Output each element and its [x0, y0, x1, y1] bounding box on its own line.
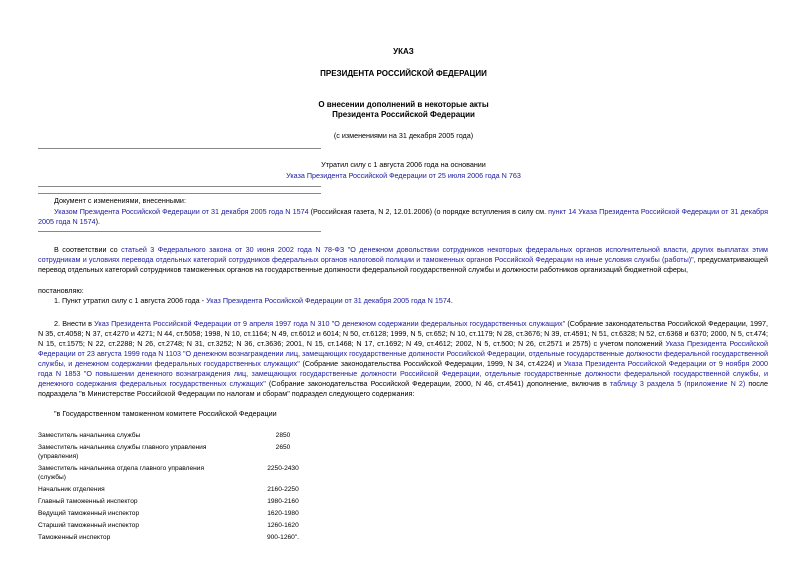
salary-value: 1980-2160	[267, 498, 299, 505]
table-3-link[interactable]: таблицу 3 раздела 5 (приложение N 2)	[609, 379, 746, 388]
changes-intro: Документ с изменениями, внесенными:	[54, 196, 186, 205]
table-row	[38, 485, 338, 497]
changes-point-link[interactable]: пункт 14 Указа Президента Российской Федерации от 31 декабря 2005 года N 1574	[38, 207, 768, 226]
preamble-text-end: , предусматривающей перевод отдельных категорий сотрудников таможенных органов на государственные должности федеральной государственной службы и должности работников организаций бюджетной сферы,	[38, 255, 768, 274]
salary-value: 900-1260".	[266, 534, 300, 541]
table-row	[38, 464, 338, 485]
position-name: Ведущий таможенный инспектор	[38, 510, 140, 517]
salary-value: 2250-2430	[267, 465, 299, 472]
position-name: Старший таможенный инспектор	[38, 522, 139, 529]
point-1-text: 1. Пункт утратил силу с 1 августа 2006 года -	[54, 296, 207, 305]
salary-value: 2850	[275, 432, 291, 439]
doc-issuer: ПРЕЗИДЕНТА РОССИЙСКОЙ ФЕДЕРАЦИИ	[320, 69, 487, 78]
preamble-text-start: В соответствии со	[54, 245, 122, 254]
position-name: Заместитель начальника службы главного управления (управления)	[38, 444, 207, 460]
decree-310-link[interactable]: Указ Президента Российской Федерации от 9 апреля 1997 года N 310 "О денежном содержании федеральных государственных служащих"	[94, 319, 566, 328]
position-name: Главный таможенный инспектор	[38, 498, 138, 505]
salary-table	[38, 431, 338, 545]
point-2-text-3: (Собрание законодательства Российской Федерации, 1999, N 34, ст.4224) и	[299, 359, 564, 368]
expired-note: Утратил силу с 1 августа 2006 года на основании	[321, 160, 486, 169]
table-row	[38, 521, 338, 533]
changes-text: (Российская газета, N 2, 12.01.2006) (о порядке вступления в силу см.	[308, 207, 549, 216]
divider	[38, 231, 321, 232]
doc-title: УКАЗ	[393, 47, 414, 56]
decree-word: постановляю:	[38, 286, 84, 295]
changes-text-end: ).	[95, 217, 101, 226]
position-name: Начальник отделения	[38, 486, 105, 493]
table-row	[38, 431, 338, 443]
point-2-text-4: (Собрание законодательства Российской Федерации, 2000, N 46, ст.4541) дополнение, включив в	[265, 379, 610, 388]
point-2-text-2: (Собрание законодательства Российской Федерации, 1997, N 35, ст.4058; N 37, ст.4270 и 4271; N 44, ст.5058; 1998, N 10, ст.1164; N 49, ст.6012 и 6014; N 50, ст.6128; 1999, N 5, ст.652; N 10, ст.1179; N 28, ст.3676; N 39, ст.4591; N 51, ст.6328; N 52, ст.6368 и 6370; 2000, N 5, ст.474; N 15, ст.1575; N 22, ст.2288; N 26, ст.2748; N 31, ст.3252; N 36, ст.3636; 2001, N 15, ст.1468; N 17, ст.1692; N 49, ст.4612; 2002, N 5, ст.500; N 26, ст.2571 и 2575) с учетом положений	[38, 319, 768, 348]
decree-1103-link[interactable]: Указа Президента Российской Федерации от 23 августа 1999 года N 1103 "О денежном вознаграждении лиц, замещающих государственные должности Российской Федерации, отдельные государственные должности федеральной государственной службы, и денежном содержании федеральных государственных служащих"	[38, 339, 768, 368]
divider	[38, 148, 321, 149]
position-name: Заместитель начальника отдела главного управления (службы)	[38, 465, 205, 481]
expired-basis-link[interactable]: Указа Президента Российской Федерации от 25 июля 2006 года N 763	[286, 171, 521, 180]
changes-list	[38, 207, 768, 227]
amendment-note: (с изменениями на 31 декабря 2005 года)	[333, 131, 474, 140]
doc-subtitle-line1: О внесении дополнений в некоторые акты	[318, 100, 489, 109]
preamble	[38, 245, 768, 275]
point-2-text-5: после подраздела "в Министерстве Российской Федерации по налогам и сборам" подраздел следующего содержания:	[38, 379, 768, 398]
point-1-link[interactable]: Указ Президента Российской Федерации от 31 декабря 2005 года N 1574	[206, 296, 451, 305]
doc-subtitle-line2: Президента Российской Федерации	[332, 110, 475, 119]
point-1	[38, 296, 768, 306]
point-2	[38, 319, 768, 399]
position-name: Заместитель начальника службы	[38, 432, 141, 439]
decree-1853-link[interactable]: Указа Президента Российской Федерации от 9 ноября 2000 года N 1853 "О повышении денежного вознаграждения лиц, замещающих государственные должности Российской Федерации, отдельные государственные должности федеральной государственной службы, и денежного содержания федеральных государственных служащих"	[38, 359, 768, 388]
salary-value: 1620-1980	[267, 510, 299, 517]
table-row	[38, 497, 338, 509]
point-2-text-1: 2. Внести в	[54, 319, 95, 328]
divider	[38, 186, 321, 187]
federal-law-link[interactable]: статьей 3 Федерального закона от 30 июня 2002 года N 78-ФЗ "О денежном довольствии сотрудников некоторых федеральных органов исполнительной власти, других выплатах этим сотрудникам и условиях перевода отдельных категорий сотрудников федеральных органов налоговой полиции и таможенных органов Российской Федерации на иные условия службы (работы)"	[38, 245, 768, 264]
quote-heading: "в Государственном таможенном комитете Российской Федерации	[54, 409, 277, 418]
table-row	[38, 509, 338, 521]
salary-value: 2160-2250	[267, 486, 299, 493]
changes-decree-link[interactable]: Указом Президента Российской Федерации от 31 декабря 2005 года N 1574	[54, 207, 309, 216]
salary-value: 2650	[275, 444, 291, 451]
table-row	[38, 443, 338, 464]
divider	[38, 193, 321, 194]
table-row	[38, 533, 338, 545]
position-name: Таможенный инспектор	[38, 534, 111, 541]
salary-value: 1260-1620	[267, 522, 299, 529]
expired-link-wrap	[0, 171, 807, 181]
point-1-text-end: .	[450, 296, 453, 305]
